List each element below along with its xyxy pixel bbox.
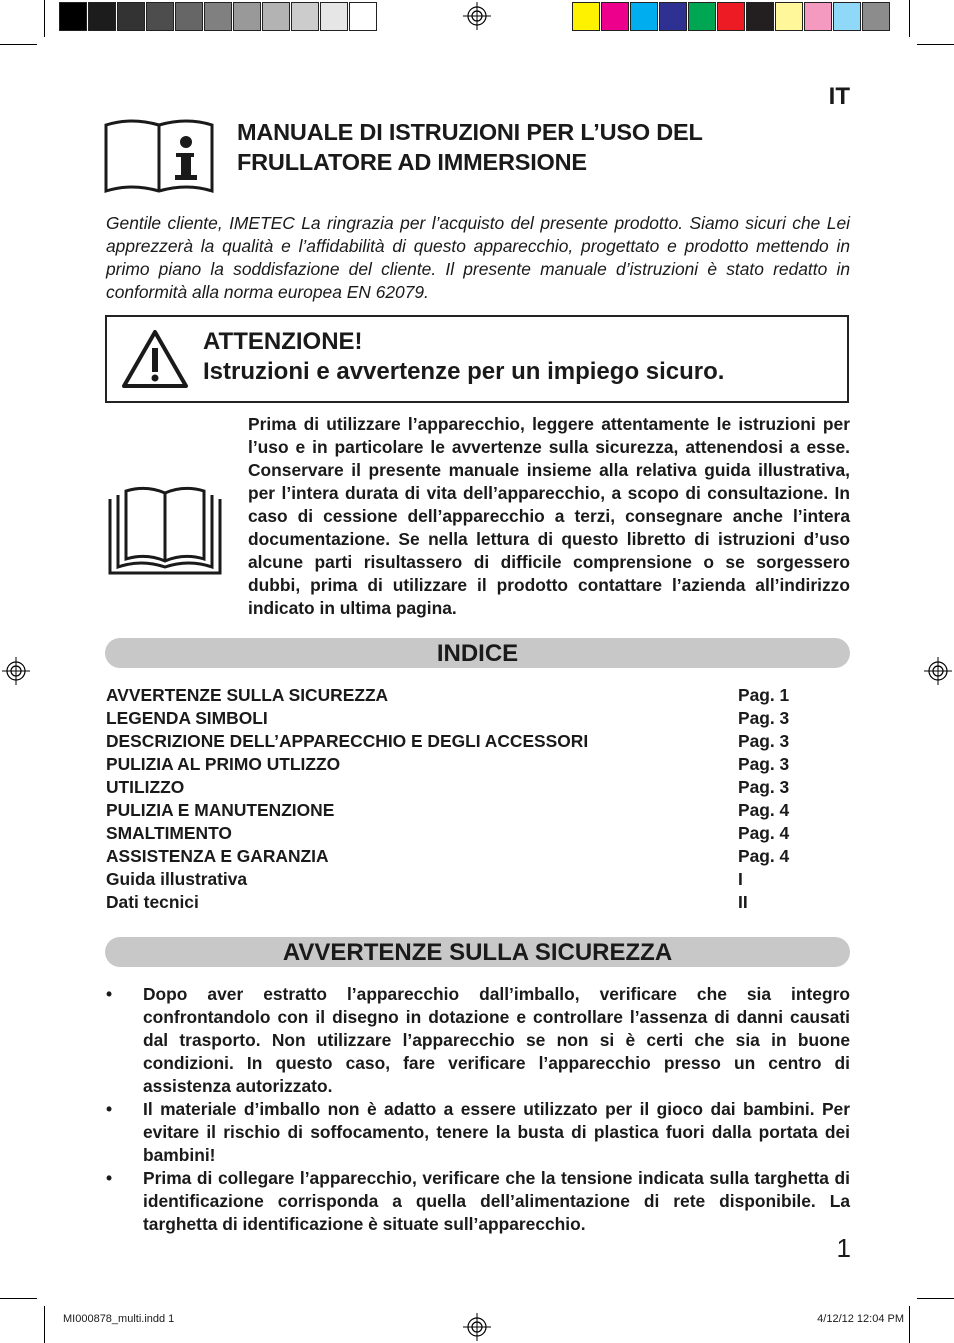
gray-calibration-bar [59, 2, 378, 31]
toc-entry-page: Pag. 4 [738, 800, 790, 820]
toc-entry-label: UTILIZZO [106, 777, 185, 797]
toc-entry [106, 799, 806, 822]
toc-entry [106, 822, 806, 845]
toc-entry-label: LEGENDA SIMBOLI [106, 708, 268, 728]
page-number: 1 [836, 1233, 851, 1263]
toc-entry-label: AVVERTENZE SULLA SICUREZZA [106, 685, 389, 705]
crop-mark [44, 0, 45, 37]
crop-mark [44, 1306, 45, 1343]
toc-entry-page: Pag. 3 [738, 708, 790, 728]
gray-swatch [262, 2, 290, 31]
toc-entry-page: II [738, 892, 748, 912]
crop-mark [917, 44, 954, 45]
gray-swatch [59, 2, 87, 31]
warning-triangle-icon [121, 328, 189, 390]
color-swatch [659, 2, 687, 31]
crop-mark [909, 1306, 910, 1343]
toc-entry-page: Pag. 1 [738, 685, 790, 705]
toc-entry [106, 845, 806, 868]
color-swatch [833, 2, 861, 31]
bullet-icon: • [106, 1099, 113, 1119]
gray-swatch [291, 2, 319, 31]
toc-entry [106, 891, 806, 914]
bullet-icon: • [106, 1168, 113, 1188]
toc-entry [106, 868, 806, 891]
read-notice-paragraph: Prima di utilizzare l’apparecchio, leggere attentamente le istruzioni per l’uso e in particolare le avvertenze sulla sicurezza, attenendosi a esse. Conservare il presente manuale insieme alla relativa guida illustrativa, per l’intera durata di vita dell’apparecchio, a scopo di consultazione. In caso di cessione dell’apparecchio a terzi, consegnare anche l’intera documentazione. Se nella lettura di questo libretto di istruzioni d’uso alcune parti risultassero di difficile comprensione o se sorgessero dubbi, prima di utilizzare il prodotto contattare l’azienda all’indirizzo indicato in ultima pagina. [248, 414, 850, 618]
info-manual-icon [103, 115, 215, 195]
footer-date: 4/12/12 12:04 PM [817, 1313, 904, 1325]
gray-swatch [233, 2, 261, 31]
toc-entry-label: PULIZIA E MANUTENZIONE [106, 800, 335, 820]
crop-mark [0, 1298, 37, 1299]
toc-entry-page: I [738, 869, 743, 889]
toc-entry-page: Pag. 4 [738, 846, 790, 866]
table-of-contents [106, 684, 806, 914]
toc-entry [106, 707, 806, 730]
language-tag: IT [828, 83, 850, 110]
toc-entry-label: Dati tecnici [106, 892, 199, 912]
toc-entry-page: Pag. 3 [738, 754, 790, 774]
toc-entry [106, 776, 806, 799]
toc-entry-page: Pag. 3 [738, 777, 790, 797]
safety-item [106, 983, 850, 1098]
toc-entry-label: SMALTIMENTO [106, 823, 232, 843]
color-swatch [804, 2, 832, 31]
color-swatch [572, 2, 600, 31]
color-swatch [775, 2, 803, 31]
toc-entry-label: ASSISTENZA E GARANZIA [106, 846, 329, 866]
gray-swatch [204, 2, 232, 31]
registration-mark-icon [463, 2, 491, 30]
safety-heading: AVVERTENZE SULLA SICUREZZA [105, 937, 850, 967]
gray-swatch [320, 2, 348, 31]
registration-mark-icon [463, 1313, 491, 1341]
warning-title: ATTENZIONE! [203, 328, 363, 355]
manual-title [237, 117, 797, 177]
gray-swatch [175, 2, 203, 31]
warning-box [105, 315, 849, 403]
bullet-icon: • [106, 984, 113, 1004]
color-swatch [862, 2, 890, 31]
color-swatch [717, 2, 745, 31]
gray-swatch [117, 2, 145, 31]
color-swatch [688, 2, 716, 31]
warning-subtitle: Istruzioni e avvertenze per un impiego sicuro. [203, 358, 725, 385]
toc-entry-label: Guida illustrativa [106, 869, 248, 889]
footer-filename: MI000878_multi.indd 1 [63, 1313, 175, 1325]
color-swatch [630, 2, 658, 31]
read-manual-icon [106, 485, 224, 579]
safety-item [106, 1167, 850, 1236]
registration-mark-icon [924, 657, 952, 685]
toc-entry [106, 730, 806, 753]
safety-item-text: Prima di collegare l’apparecchio, verificare che la tensione indicata sulla targhetta di identificazione corrisponda a quella dell’alimentazione di rete disponibile. La targhetta di identificazione è situate sull’apparecchio. [143, 1168, 850, 1234]
index-heading: INDICE [105, 638, 850, 668]
toc-entry-label: DESCRIZIONE DELL’APPARECCHIO E DEGLI ACCESSORI [106, 731, 589, 751]
safety-item-text: Il materiale d’imballo non è adatto a essere utilizzato per il gioco dai bambini. Per evitare il rischio di soffocamento, tenere la busta di plastica fuori dalla portata dei bambini! [143, 1099, 850, 1165]
registration-mark-icon [2, 657, 30, 685]
safety-item-text: Dopo aver estratto l’apparecchio dall’imballo, verificare che sia integro confrontandolo con il disegno in dotazione e controllare l’assenza di danni causati dal trasporto. Non utilizzare l’apparecchio se non si è certi che sia in buone condizioni. In questo caso, fare verificare l’apparecchio presso un centro di assistenza autorizzato. [143, 984, 850, 1096]
toc-entry-page: Pag. 4 [738, 823, 790, 843]
safety-list [106, 983, 850, 1236]
safety-item [106, 1098, 850, 1167]
color-swatch [601, 2, 629, 31]
toc-entry [106, 753, 806, 776]
gray-swatch [146, 2, 174, 31]
toc-entry [106, 684, 806, 707]
gray-swatch [349, 2, 377, 31]
crop-mark [909, 0, 910, 37]
crop-mark [0, 44, 37, 45]
color-calibration-bar [572, 2, 891, 31]
toc-entry-page: Pag. 3 [738, 731, 790, 751]
gray-swatch [88, 2, 116, 31]
title-line-1: MANUALE DI ISTRUZIONI PER L’USO DEL [237, 119, 703, 145]
toc-entry-label: PULIZIA AL PRIMO UTLIZZO [106, 754, 341, 774]
crop-mark [917, 1298, 954, 1299]
title-line-2: FRULLATORE AD IMMERSIONE [237, 149, 587, 175]
intro-paragraph: Gentile cliente, IMETEC La ringrazia per l’acquisto del presente prodotto. Siamo sicuri che Lei apprezzerà la qualità e l’affidabilità di questo apparecchio, progettato e prodotto mettendo in primo piano la soddisfazione del cliente. Il presente manuale d’istruzioni è stato redatto in conformità alla norma europea EN 62079. [106, 213, 850, 302]
color-swatch [746, 2, 774, 31]
